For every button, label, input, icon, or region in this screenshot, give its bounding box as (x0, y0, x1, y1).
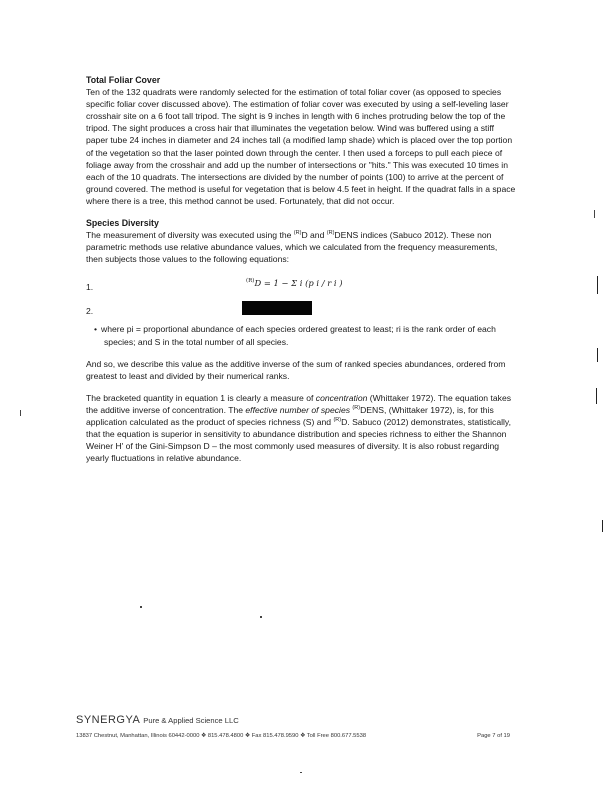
section-heading-species-diversity: Species Diversity (86, 218, 159, 229)
equation-2-number: 2. (86, 306, 94, 317)
page-content (86, 74, 516, 464)
paragraph-foliar-cover: Ten of the 132 quadrats were randomly selected for the estimation of total foliar cover (as opposed to species specific foliar cover discussed above). The estimation of foliar cover was executed by using a self-leveling laser crosshair site on a 6 foot tall tripod. The sight is 9 inches in length with 6 inches protruding below the top of the tripod. The sight produces a cross hair that illuminates the vegetation below. Wind was buffered using a stiff paper tube 24 inches in diameter and 24 inches tall (a modified lamp shade) which is placed over the top portion of the vegetation so that the laser pointed down through the center. I then used a forceps to pull each piece of foliage away from the crosshair and add up the number of intersections or "hits." This was executed 10 times in each of the 10 quadrats. The intersections are divided by the number of points (100) to arrive at the percent of ground covered. The method is useful for vegetation that is below 4.5 feet in height. If the quadrat falls in a space where there is a tree, this method cannot be used. Fortunately, that did not occur. (86, 87, 516, 206)
redacted-equation-block (242, 301, 312, 315)
paragraph-bracketed-quantity: The bracketed quantity in equation 1 is clearly a measure of concentration (Whittaker 1972). The equation takes the additive inverse of concentration. The effective number of species $^{(R)}$DENS, (Whittaker 1972), is, for this application calculated as the product of species richness (S) and $^{(R)}$D. Sabuco (2012) demonstrates, statistically, that the equation is superior in sensitivity to abundance distribution and species richness to either the Shannon Weiner H' of the Gini-Simpson D – the most commonly used measures of diversity. It is also robust regarding yearly fluctuations in relative abundance. (86, 392, 512, 464)
footer-address: 13837 Chestnut, Manhattan, Illinois 60442-0000 ❖ 815.478.4800 ❖ Fax 815.478.9590 ❖ Toll Free 800.677.5538 (76, 733, 367, 739)
equation-1 (86, 275, 516, 299)
footer-contact-line (76, 733, 510, 739)
equation-2 (86, 299, 516, 323)
paragraph-species-diversity: The measurement of diversity was executed using the $^{(R)}$D and $^{(R)}$DENS indices (Sabuco 2012). These non parametric methods use relative abundance values, which we calculated from the frequency measurements, then subjects those values to the following equations: (86, 230, 498, 265)
page-number: Page 7 of 19 (477, 733, 510, 739)
scan-speck (260, 616, 262, 618)
company-subtitle: Pure & Applied Science LLC (143, 716, 239, 725)
equation-definitions: • where pi = proportional abundance of each species ordered greatest to least; ri is the rank order of each species; and S in the total number of all species. (94, 324, 496, 347)
scan-speck (594, 210, 595, 218)
company-logo-text: SYNERGYA (76, 714, 140, 726)
scan-artifact (597, 348, 598, 362)
scan-speck (140, 606, 142, 608)
section-heading-total-foliar-cover: Total Foliar Cover (86, 75, 161, 85)
equation-1-formula: $^{(R)}$D = 1 − Σ i (p i / r i ) (246, 278, 343, 289)
scan-artifact (596, 388, 597, 404)
paragraph-additive-inverse: And so, we describe this value as the additive inverse of the sum of ranked species abundances, ordered from greatest to least and divided by their numerical ranks. (86, 358, 506, 381)
footer-company-brand (76, 714, 239, 726)
equation-1-number: 1. (86, 282, 94, 293)
scan-artifact (597, 276, 598, 294)
scan-speck (300, 772, 302, 773)
scan-speck (20, 410, 21, 416)
scan-artifact (602, 520, 603, 532)
